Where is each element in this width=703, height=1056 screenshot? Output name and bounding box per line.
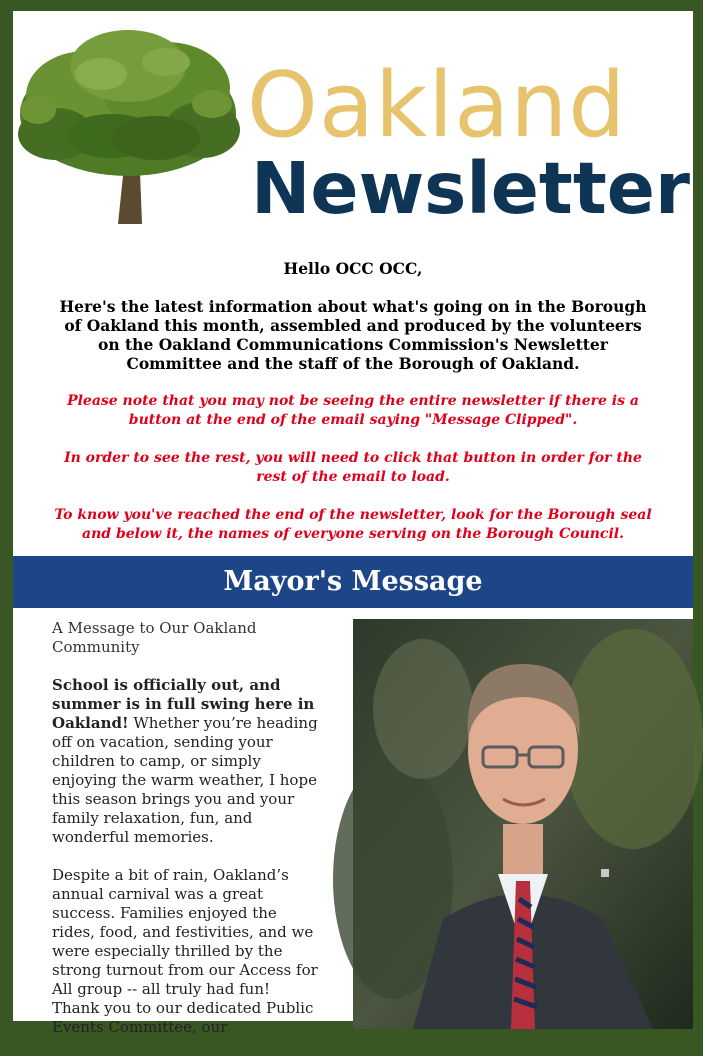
section-banner: Mayor's Message	[13, 556, 693, 608]
clipped-note: Please note that you may not be seeing the entire newsletter if there is a button at the end of the email saying "Message Clipped".	[67, 393, 639, 428]
mayor-message-text	[52, 619, 320, 1056]
oak-tree-icon	[16, 26, 242, 226]
greeting: Hello OCC OCC,	[283, 259, 423, 278]
message-paragraph-rest: Whether you’re heading off on vacation, sending your children to camp, or simply enjoying the warm weather, I hope this season brings you and your family relaxation, fun, and wonderful memories.	[52, 714, 318, 846]
intro-section	[53, 259, 653, 563]
newsletter-title-newsletter: Newsletter	[251, 147, 690, 230]
mayor-photo	[353, 619, 693, 1029]
message-paragraph: Despite a bit of rain, Oakland’s annual carnival was a great success. Families enjoyed the rides, food, and festivities, and we were especially thrilled by the strong turnout from our Access for All group -- all truly had fun! Thank you to our dedicated Public Events Committee, our	[52, 866, 318, 1036]
message-paragraph	[52, 676, 320, 847]
load-note: In order to see the rest, you will need to click that button in order for the rest of the email to load.	[64, 450, 642, 485]
intro-lead: Here's the latest information about what's going on in the Borough of Oakland this month, assembled and produced by the volunteers on the Oakland Communications Commission's Newsletter Committee and the staff of the Borough of Oakland.	[59, 297, 647, 373]
masthead	[13, 11, 693, 241]
message-highlight: School is officially out, and summer is in full swing here in Oakland!	[52, 676, 315, 732]
newsletter-title-oakland: Oakland	[247, 53, 627, 158]
newsletter-card	[13, 11, 693, 1036]
end-note: To know you've reached the end of the newsletter, look for the Borough seal and below it, the names of everyone serving on the Borough Council.	[54, 507, 652, 542]
message-subtitle: A Message to Our Oakland Community	[52, 619, 257, 656]
